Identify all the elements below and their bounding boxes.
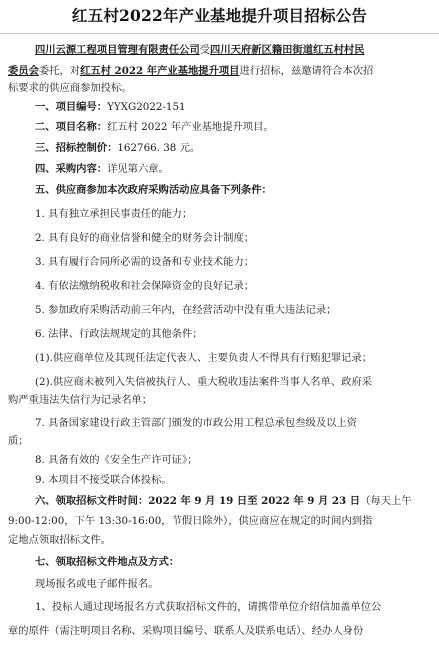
condition-item: 5. 参加政府采购活动前三年内，在经营活动中没有重大违法记录； bbox=[35, 304, 337, 316]
project-name-inline: 红五村 2022 年产业基地提升项目 bbox=[80, 65, 240, 77]
item-value: 详见第六章。 bbox=[107, 163, 169, 175]
item-value: 红五村 2022 年产业基地提升项目。 bbox=[107, 121, 274, 133]
section-5-heading: 五、供应商参加本次政府采购活动应具备下列条件： bbox=[35, 184, 272, 196]
condition-item: (2).供应商未被列入失信被执行人、重大税收违法案件当事人名单、政府采 bbox=[35, 376, 373, 388]
section-6-text-1: （每天上午 bbox=[360, 495, 412, 507]
intro-text-3: 进行招标，兹邀请符合本次招 bbox=[239, 65, 374, 77]
item-control-price bbox=[35, 141, 439, 155]
item-procurement-content bbox=[35, 162, 439, 176]
condition-item: 9. 本项目不接受联合体投标。 bbox=[35, 474, 172, 486]
section-7-body: 现场报名或电子邮件报名。 bbox=[35, 578, 159, 590]
title-divider bbox=[0, 33, 439, 34]
section-7-paragraph-line-1: 1、投标人通过现场报名方式获取招标文件的，请携带单位介绍信加盖单位公 bbox=[35, 601, 382, 613]
condition-item-continued: 购严重违法失信行为记录名单； bbox=[8, 394, 153, 406]
condition-item: (1).供应商单位及其现任法定代表人、主要负责人不得具有行贿犯罪记录； bbox=[35, 352, 373, 364]
section-7-paragraph-line-2: 章的原件（需注明项目名称、采购项目编号、联系人及联系电话）、经办人身份 bbox=[8, 625, 364, 637]
condition-item: 6. 法律、行政法规规定的其他条件； bbox=[35, 328, 203, 340]
section-6-line-1 bbox=[35, 494, 439, 508]
client-name-a: 四川天府新区籍田街道红五村村民 bbox=[210, 44, 365, 56]
intro-text-1: 受 bbox=[199, 44, 211, 56]
section-6-heading: 六、领取招标文件时间： bbox=[35, 495, 149, 507]
intro-line-3: 标要求的供应商参加投标。 bbox=[8, 82, 132, 94]
condition-item: 7. 具备国家建设行政主管部门颁发的市政公用工程总承包叁级及以上资 bbox=[35, 417, 358, 429]
item-label: 一、项目编号： bbox=[35, 101, 108, 113]
section-6-line-3: 定地点领取招标文件。 bbox=[8, 534, 111, 546]
agency-name: 四川云源工程项目管理有限责任公司 bbox=[35, 44, 200, 56]
section-6-line-2: 9:00-12:00，下午 13:30-16:00，节假日除外），供应商应在规定的时间内到指 bbox=[8, 515, 373, 527]
item-value: 162766. 38 元。 bbox=[117, 142, 201, 154]
item-label: 四、采购内容： bbox=[35, 163, 108, 175]
intro-line-1 bbox=[35, 43, 439, 57]
item-project-number bbox=[35, 100, 439, 114]
item-project-name bbox=[35, 120, 439, 134]
condition-item: 2. 具有良好的商业信誉和健全的财务会计制度； bbox=[35, 232, 255, 244]
condition-item: 4. 有依法缴纳税收和社会保障资金的良好记录； bbox=[35, 280, 255, 292]
condition-item: 3. 具有履行合同所必需的设备和专业技术能力； bbox=[35, 256, 255, 268]
condition-item: 1. 具有独立承担民事责任的能力； bbox=[35, 208, 193, 220]
intro-text-2: 委托，对 bbox=[38, 65, 81, 77]
section-7-heading: 七、领取招标文件地点及方式： bbox=[35, 556, 180, 568]
condition-item: 8. 具备有效的《安全生产许可证》； bbox=[35, 454, 198, 466]
collection-dates: 2022 年 9 月 19 日至 2022 年 9 月 23 日 bbox=[148, 495, 361, 507]
item-label: 二、项目名称： bbox=[35, 121, 108, 133]
intro-line-2 bbox=[8, 64, 439, 78]
page-title: 红五村2022年产业基地提升项目招标公告 bbox=[71, 6, 368, 25]
item-value: YYXG2022-151 bbox=[107, 101, 186, 113]
condition-item-continued: 质； bbox=[8, 435, 29, 447]
client-name-b: 委员会 bbox=[8, 65, 39, 77]
item-label: 三、招标控制价： bbox=[35, 142, 118, 154]
